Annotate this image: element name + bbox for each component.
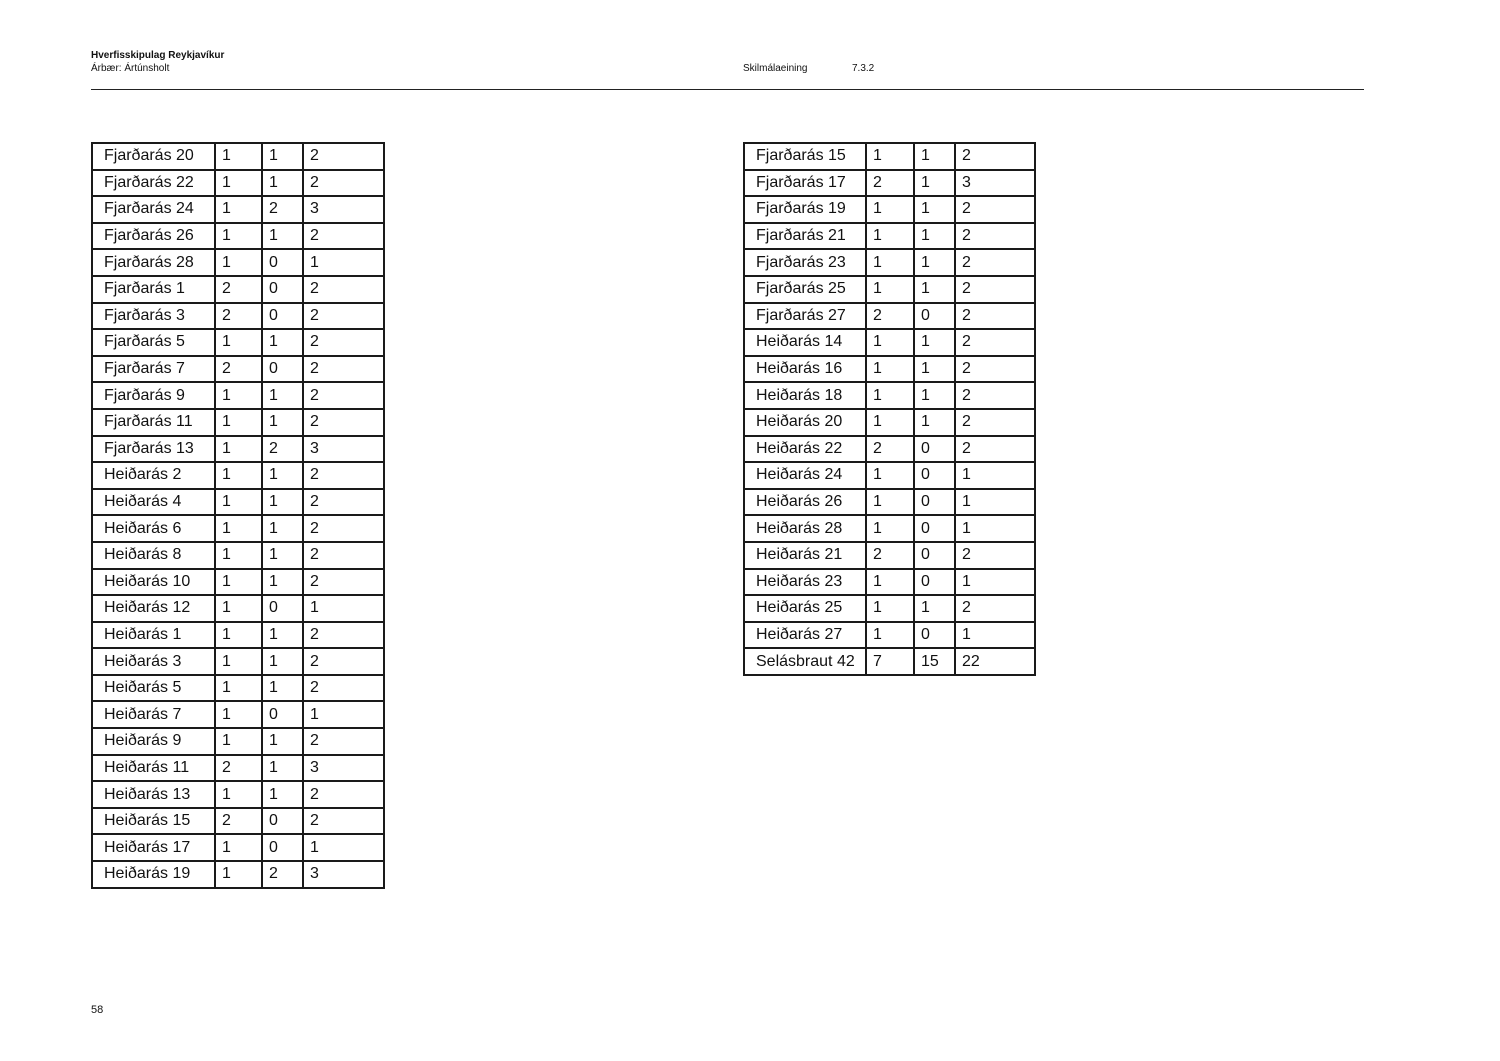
address-cell: Heiðarás 13 — [92, 781, 215, 808]
address-cell: Fjarðarás 20 — [92, 143, 215, 170]
table-row — [92, 329, 384, 356]
section-label: Skilmálaeining — [743, 63, 808, 74]
address-cell: Heiðarás 17 — [92, 834, 215, 861]
value-cell: 1 — [262, 223, 303, 250]
value-cell: 2 — [303, 515, 384, 542]
table-row — [744, 170, 1035, 197]
address-cell: Heiðarás 23 — [744, 569, 866, 596]
address-cell: Heiðarás 2 — [92, 462, 215, 489]
value-cell: 1 — [215, 781, 262, 808]
table-row — [744, 249, 1035, 276]
value-cell: 1 — [866, 462, 914, 489]
value-cell: 1 — [215, 329, 262, 356]
table-row — [92, 170, 384, 197]
value-cell: 1 — [262, 329, 303, 356]
value-cell: 2 — [303, 329, 384, 356]
value-cell: 2 — [303, 276, 384, 303]
value-cell: 1 — [215, 701, 262, 728]
table-row — [92, 861, 384, 888]
address-cell: Heiðarás 6 — [92, 515, 215, 542]
address-cell: Heiðarás 18 — [744, 382, 866, 409]
value-cell: 2 — [215, 303, 262, 330]
table-row — [92, 276, 384, 303]
value-cell: 1 — [866, 196, 914, 223]
address-cell: Heiðarás 14 — [744, 329, 866, 356]
value-cell: 2 — [262, 196, 303, 223]
value-cell: 1 — [262, 409, 303, 436]
value-cell: 1 — [262, 728, 303, 755]
address-cell: Selásbraut 42 — [744, 648, 866, 675]
value-cell: 2 — [955, 329, 1035, 356]
value-cell: 1 — [215, 249, 262, 276]
value-cell: 1 — [303, 595, 384, 622]
value-cell: 0 — [914, 436, 955, 463]
table-row — [92, 249, 384, 276]
value-cell: 0 — [914, 489, 955, 516]
table-row — [92, 515, 384, 542]
value-cell: 1 — [215, 515, 262, 542]
address-cell: Fjarðarás 7 — [92, 356, 215, 383]
value-cell: 1 — [262, 675, 303, 702]
value-cell: 3 — [303, 196, 384, 223]
value-cell: 1 — [914, 409, 955, 436]
address-cell: Fjarðarás 25 — [744, 276, 866, 303]
address-cell: Fjarðarás 22 — [92, 170, 215, 197]
value-cell: 1 — [914, 329, 955, 356]
value-cell: 1 — [914, 143, 955, 170]
value-cell: 1 — [262, 648, 303, 675]
table-row — [92, 648, 384, 675]
table-row — [92, 728, 384, 755]
address-cell: Heiðarás 25 — [744, 595, 866, 622]
value-cell: 1 — [866, 515, 914, 542]
value-cell: 2 — [866, 436, 914, 463]
value-cell: 1 — [866, 223, 914, 250]
value-cell: 1 — [866, 143, 914, 170]
address-cell: Heiðarás 19 — [92, 861, 215, 888]
value-cell: 1 — [215, 728, 262, 755]
value-cell: 0 — [262, 276, 303, 303]
value-cell: 1 — [215, 622, 262, 649]
table-row — [92, 834, 384, 861]
table-row — [92, 462, 384, 489]
table-row — [744, 329, 1035, 356]
address-cell: Fjarðarás 21 — [744, 223, 866, 250]
value-cell: 2 — [303, 462, 384, 489]
address-cell: Fjarðarás 13 — [92, 436, 215, 463]
address-cell: Fjarðarás 24 — [92, 196, 215, 223]
value-cell: 1 — [215, 143, 262, 170]
value-cell: 1 — [955, 515, 1035, 542]
value-cell: 1 — [215, 675, 262, 702]
value-cell: 2 — [303, 409, 384, 436]
value-cell: 1 — [914, 382, 955, 409]
address-cell: Heiðarás 12 — [92, 595, 215, 622]
value-cell: 1 — [262, 755, 303, 782]
table-row — [92, 303, 384, 330]
value-cell: 1 — [303, 249, 384, 276]
value-cell: 1 — [262, 515, 303, 542]
value-cell: 1 — [262, 170, 303, 197]
value-cell: 1 — [215, 436, 262, 463]
document-title: Hverfisskipulag Reykjavíkur — [91, 50, 225, 61]
value-cell: 1 — [866, 276, 914, 303]
value-cell: 2 — [866, 303, 914, 330]
value-cell: 0 — [914, 303, 955, 330]
value-cell: 2 — [303, 542, 384, 569]
document-subtitle: Árbær: Ártúnsholt — [91, 63, 170, 74]
value-cell: 2 — [303, 356, 384, 383]
value-cell: 1 — [914, 356, 955, 383]
table-row — [92, 542, 384, 569]
value-cell: 1 — [215, 382, 262, 409]
address-cell: Heiðarás 10 — [92, 569, 215, 596]
value-cell: 2 — [303, 728, 384, 755]
table-row — [92, 675, 384, 702]
value-cell: 1 — [215, 861, 262, 888]
value-cell: 0 — [262, 303, 303, 330]
value-cell: 1 — [215, 489, 262, 516]
value-cell: 1 — [303, 834, 384, 861]
table-row — [744, 223, 1035, 250]
value-cell: 1 — [215, 834, 262, 861]
value-cell: 1 — [215, 223, 262, 250]
value-cell: 1 — [914, 276, 955, 303]
address-cell: Fjarðarás 26 — [92, 223, 215, 250]
value-cell: 1 — [262, 781, 303, 808]
table-row — [92, 382, 384, 409]
value-cell: 0 — [262, 356, 303, 383]
table-row — [92, 755, 384, 782]
value-cell: 0 — [262, 249, 303, 276]
value-cell: 2 — [955, 249, 1035, 276]
value-cell: 2 — [262, 861, 303, 888]
value-cell: 3 — [303, 755, 384, 782]
table-row — [744, 622, 1035, 649]
value-cell: 1 — [215, 595, 262, 622]
value-cell: 1 — [914, 196, 955, 223]
value-cell: 2 — [215, 755, 262, 782]
address-cell: Fjarðarás 15 — [744, 143, 866, 170]
value-cell: 0 — [914, 569, 955, 596]
table-row — [744, 462, 1035, 489]
value-cell: 1 — [866, 382, 914, 409]
value-cell: 2 — [303, 170, 384, 197]
table-row — [744, 143, 1035, 170]
value-cell: 2 — [303, 675, 384, 702]
address-cell: Heiðarás 9 — [92, 728, 215, 755]
value-cell: 1 — [262, 143, 303, 170]
value-cell: 2 — [955, 143, 1035, 170]
value-cell: 1 — [914, 249, 955, 276]
value-cell: 1 — [303, 701, 384, 728]
address-cell: Fjarðarás 27 — [744, 303, 866, 330]
address-cell: Heiðarás 8 — [92, 542, 215, 569]
table-row — [92, 143, 384, 170]
value-cell: 2 — [303, 808, 384, 835]
table-row — [92, 409, 384, 436]
value-cell: 22 — [955, 648, 1035, 675]
value-cell: 2 — [955, 595, 1035, 622]
value-cell: 3 — [955, 170, 1035, 197]
value-cell: 1 — [215, 196, 262, 223]
value-cell: 1 — [866, 622, 914, 649]
address-cell: Heiðarás 16 — [744, 356, 866, 383]
address-cell: Heiðarás 24 — [744, 462, 866, 489]
value-cell: 1 — [215, 648, 262, 675]
table-row — [744, 276, 1035, 303]
header-divider — [91, 89, 1364, 90]
value-cell: 0 — [914, 622, 955, 649]
value-cell: 1 — [262, 382, 303, 409]
value-cell: 2 — [955, 409, 1035, 436]
table-row — [744, 515, 1035, 542]
table-row — [744, 382, 1035, 409]
value-cell: 2 — [262, 436, 303, 463]
value-cell: 2 — [955, 436, 1035, 463]
value-cell: 0 — [914, 515, 955, 542]
table-row — [92, 356, 384, 383]
value-cell: 2 — [303, 143, 384, 170]
value-cell: 1 — [914, 223, 955, 250]
address-cell: Fjarðarás 5 — [92, 329, 215, 356]
value-cell: 1 — [215, 569, 262, 596]
value-cell: 1 — [955, 462, 1035, 489]
value-cell: 2 — [303, 489, 384, 516]
value-cell: 2 — [303, 622, 384, 649]
address-cell: Fjarðarás 19 — [744, 196, 866, 223]
address-table-left — [91, 142, 385, 889]
table-row — [744, 595, 1035, 622]
value-cell: 1 — [866, 329, 914, 356]
value-cell: 1 — [866, 409, 914, 436]
value-cell: 0 — [262, 701, 303, 728]
address-cell: Fjarðarás 28 — [92, 249, 215, 276]
table-row — [92, 622, 384, 649]
address-cell: Heiðarás 22 — [744, 436, 866, 463]
page-number: 58 — [91, 1004, 104, 1016]
table-row — [744, 303, 1035, 330]
value-cell: 2 — [215, 276, 262, 303]
table-row — [744, 489, 1035, 516]
table-row — [744, 436, 1035, 463]
value-cell: 1 — [866, 595, 914, 622]
value-cell: 1 — [262, 569, 303, 596]
table-row — [92, 595, 384, 622]
value-cell: 2 — [303, 569, 384, 596]
value-cell: 0 — [262, 808, 303, 835]
value-cell: 2 — [303, 382, 384, 409]
value-cell: 1 — [215, 409, 262, 436]
value-cell: 3 — [303, 861, 384, 888]
value-cell: 15 — [914, 648, 955, 675]
address-cell: Fjarðarás 9 — [92, 382, 215, 409]
value-cell: 1 — [215, 542, 262, 569]
value-cell: 1 — [262, 462, 303, 489]
value-cell: 2 — [303, 781, 384, 808]
value-cell: 1 — [215, 462, 262, 489]
address-cell: Heiðarás 15 — [92, 808, 215, 835]
address-cell: Heiðarás 1 — [92, 622, 215, 649]
value-cell: 2 — [215, 808, 262, 835]
value-cell: 2 — [955, 382, 1035, 409]
value-cell: 1 — [955, 569, 1035, 596]
table-row — [92, 701, 384, 728]
value-cell: 7 — [866, 648, 914, 675]
address-cell: Fjarðarás 23 — [744, 249, 866, 276]
value-cell: 3 — [303, 436, 384, 463]
table-row — [744, 356, 1035, 383]
value-cell: 1 — [955, 489, 1035, 516]
value-cell: 2 — [303, 648, 384, 675]
value-cell: 2 — [955, 356, 1035, 383]
address-cell: Fjarðarás 1 — [92, 276, 215, 303]
value-cell: 2 — [955, 196, 1035, 223]
table-row — [744, 569, 1035, 596]
value-cell: 2 — [955, 276, 1035, 303]
value-cell: 2 — [955, 542, 1035, 569]
value-cell: 2 — [955, 303, 1035, 330]
address-cell: Heiðarás 5 — [92, 675, 215, 702]
value-cell: 2 — [303, 303, 384, 330]
table-row — [744, 542, 1035, 569]
address-cell: Fjarðarás 11 — [92, 409, 215, 436]
address-cell: Heiðarás 11 — [92, 755, 215, 782]
table-row — [92, 569, 384, 596]
section-number: 7.3.2 — [852, 63, 875, 74]
address-cell: Heiðarás 4 — [92, 489, 215, 516]
value-cell: 1 — [262, 542, 303, 569]
address-cell: Heiðarás 27 — [744, 622, 866, 649]
value-cell: 0 — [262, 834, 303, 861]
value-cell: 1 — [215, 170, 262, 197]
value-cell: 1 — [866, 489, 914, 516]
value-cell: 1 — [914, 170, 955, 197]
value-cell: 1 — [914, 595, 955, 622]
table-row — [92, 223, 384, 250]
address-cell: Heiðarás 28 — [744, 515, 866, 542]
value-cell: 1 — [955, 622, 1035, 649]
value-cell: 1 — [866, 249, 914, 276]
value-cell: 0 — [262, 595, 303, 622]
value-cell: 1 — [866, 356, 914, 383]
address-table-right — [743, 142, 1036, 676]
table-row — [92, 436, 384, 463]
address-cell: Fjarðarás 3 — [92, 303, 215, 330]
value-cell: 1 — [262, 489, 303, 516]
table-row — [92, 489, 384, 516]
table-row — [92, 808, 384, 835]
address-cell: Heiðarás 7 — [92, 701, 215, 728]
table-row — [744, 196, 1035, 223]
value-cell: 0 — [914, 462, 955, 489]
address-cell: Heiðarás 20 — [744, 409, 866, 436]
address-cell: Heiðarás 26 — [744, 489, 866, 516]
address-cell: Heiðarás 21 — [744, 542, 866, 569]
table-row — [744, 409, 1035, 436]
value-cell: 0 — [914, 542, 955, 569]
table-row — [92, 196, 384, 223]
address-cell: Fjarðarás 17 — [744, 170, 866, 197]
value-cell: 2 — [955, 223, 1035, 250]
value-cell: 2 — [866, 170, 914, 197]
address-cell: Heiðarás 3 — [92, 648, 215, 675]
value-cell: 2 — [215, 356, 262, 383]
value-cell: 2 — [303, 223, 384, 250]
table-row — [92, 781, 384, 808]
table-row — [744, 648, 1035, 675]
value-cell: 1 — [866, 569, 914, 596]
value-cell: 2 — [866, 542, 914, 569]
value-cell: 1 — [262, 622, 303, 649]
